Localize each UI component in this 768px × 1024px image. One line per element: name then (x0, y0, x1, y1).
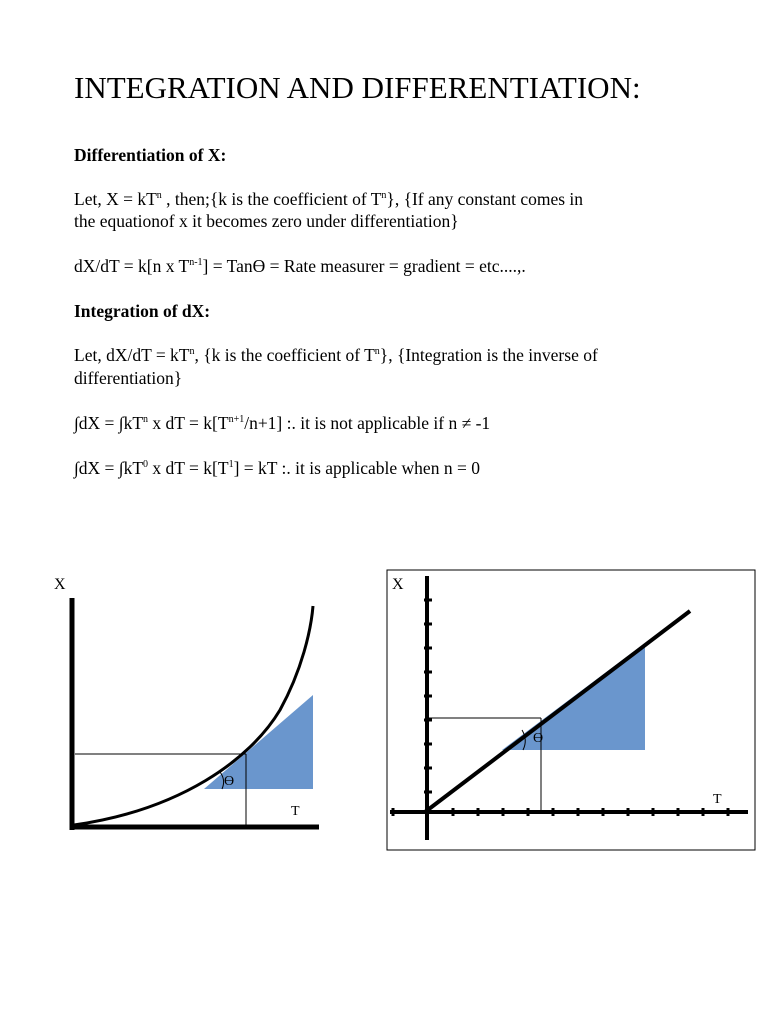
linear-graph (387, 570, 755, 850)
differentiation-line-2: the equationof x it becomes zero under differentiation} (74, 211, 459, 231)
gradient-triangle-left (204, 695, 313, 789)
integral-formula-n-zero: $\int dX = \int kT^0$ x dT = $k[T^1]$ = kT :. it is applicable when n = 0 (74, 458, 480, 478)
y-axis-label-left: X (54, 576, 66, 593)
x-axis-label-right: T (713, 792, 722, 807)
integration-line-1: Let, $dX/dT = kT^n$, {k is the coefficient of $T^n$}, {Integration is the inverse of (74, 345, 598, 365)
y-axis-label-right: X (392, 576, 404, 593)
integration-heading: Integration of dX: (74, 301, 211, 321)
integral-formula-general: $\int dX = \int kT^n$ x dT = $k[T^{n+1}/n+1]$ :. it is not applicable if n ≠ -1 (74, 413, 491, 433)
angle-label-left: ϴ (224, 774, 235, 789)
integration-line-2: differentiation} (74, 368, 183, 388)
x-axis-label-left: T (291, 804, 300, 819)
derivative-formula: dX/dT = k[n x $T^{n-1}] = Tanϴ$ = Rate measurer = gradient = etc....,. (74, 256, 526, 276)
exponential-curve (74, 606, 313, 825)
angle-label-right: ϴ (533, 731, 544, 746)
differentiation-heading: Differentiation of X: (74, 145, 227, 165)
page-title: INTEGRATION AND DIFFERENTIATION: (74, 70, 641, 105)
curve-graph (54, 576, 319, 830)
differentiation-line-1: Let, $X = kT^n$ , then;{k is the coefficient of $T^n$}, {If any constant comes in (74, 189, 584, 209)
